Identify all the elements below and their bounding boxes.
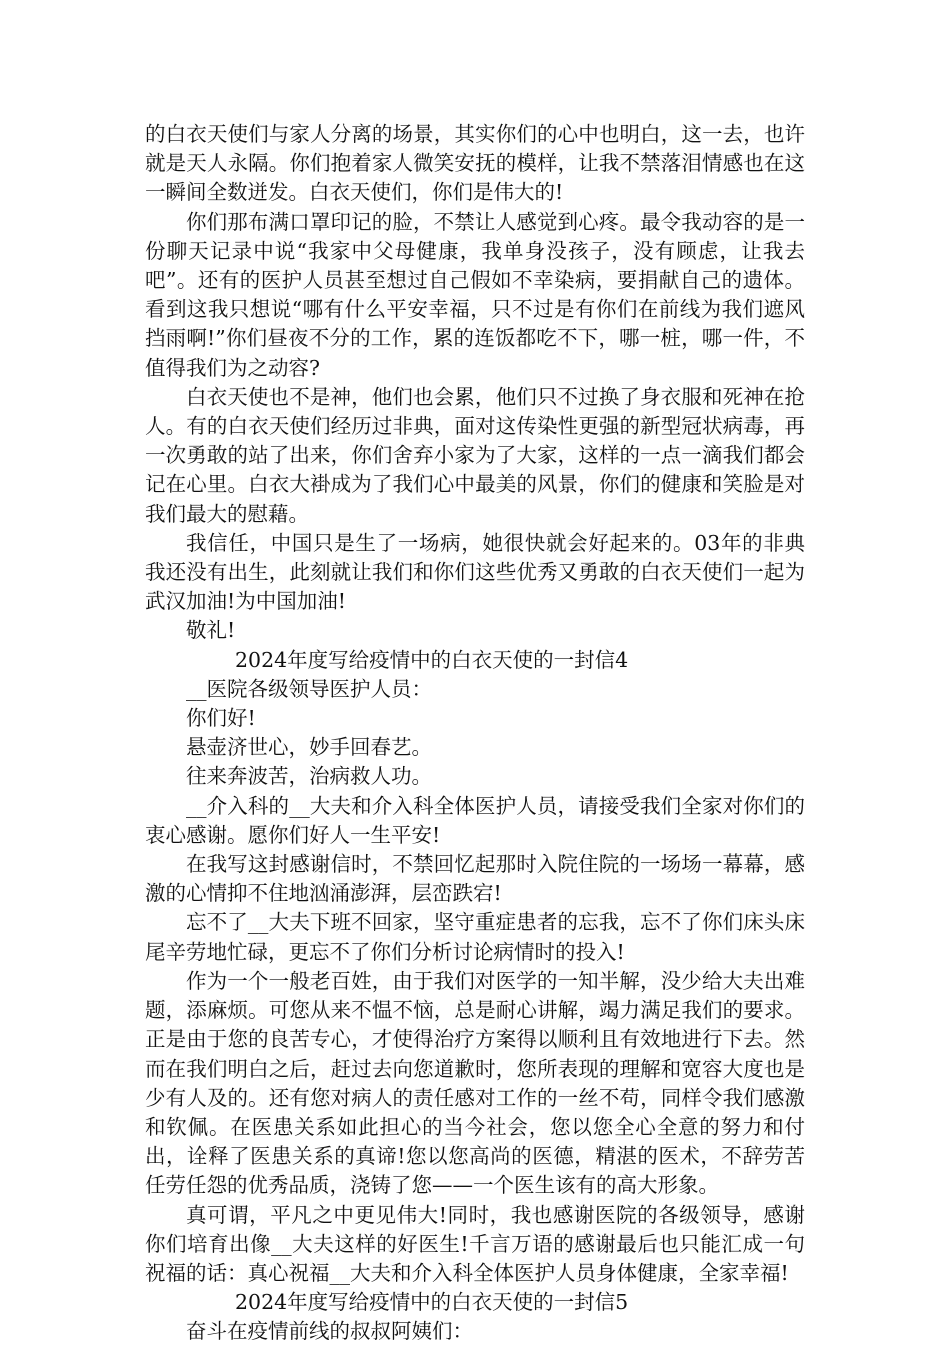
letter-5-salutation: 奋斗在疫情前线的叔叔阿姨们： <box>186 1319 473 1344</box>
document-page <box>145 120 805 1347</box>
letter-4-paragraph-2: 在我写这封感谢信时，不禁回忆起那时入院住院的一场场一幕幕，感激的心情抑不住地汹涌澎湃，层峦跌宕! <box>145 852 805 906</box>
letter-4-salutation: __医院各级领导医护人员： <box>186 676 432 701</box>
paragraph-1: 的白衣天使们与家人分离的场景，其实你们的心中也明白，这一去，也许就是天人永隔。你们抱着家人微笑安抚的模样，让我不禁落泪情感也在这一瞬间全数迸发。白衣天使们，你们是伟大的! <box>145 122 805 205</box>
paragraph-2: 你们那布满口罩印记的脸，不禁让人感觉到心疼。最令我动容的是一份聊天记录中说“我家中父母健康，我单身没孩子，没有顾虑，让我去吧”。还有的医护人员甚至想过自己假如不幸染病，要捐献自己的遗体。看到这我只想说“哪有什么平安幸福，只不过是有你们在前线为我们遮风挡雨啊!”你们昼夜不分的工作，累的连饭都吃不下，哪一桩，哪一件，不值得我们为之动容? <box>145 209 805 380</box>
letter-4-title: 2024年度写给疫情中的白衣天使的一封信4 <box>235 647 629 672</box>
letter-4-paragraph-4: 作为一个一般老百姓，由于我们对医学的一知半解，没少给大夫出难题，添麻烦。可您从来不愠不恼，总是耐心讲解，竭力满足我们的要求。正是由于您的良苦专心，才使得治疗方案得以顺利且有效地进行下去。然而在我们明白之后，赶过去向您道歉时，您所表现的理解和宽容大度也是少有人及的。还有您对病人的责任感对工作的一丝不苟，同样令我们感激和钦佩。在医患关系如此担心的当今社会，您以您全心全意的努力和付出，诠释了医患关系的真谛!您以您高尚的医德，精湛的医术，不辞劳苦任劳任怨的优秀品质，浇铸了您——一个医生该有的高大形象。 <box>145 968 805 1198</box>
letter-4-verse-1: 悬壶济世心，妙手回春艺。 <box>186 735 432 760</box>
letter-4-paragraph-3: 忘不了__大夫下班不回家，坚守重症患者的忘我，忘不了你们床头床尾辛劳地忙碌，更忘不了你们分析讨论病情时的投入! <box>145 910 805 964</box>
letter-5-title: 2024年度写给疫情中的白衣天使的一封信5 <box>235 1290 629 1315</box>
paragraph-3: 白衣天使也不是神，他们也会累，他们只不过换了身衣服和死神在抢人。有的白衣天使们经历过非典，面对这传染性更强的新型冠状病毒，再一次勇敢的站了出来，你们舍弃小家为了大家，这样的一点一滴我们都会记在心里。白衣大褂成为了我们心中最美的风景，你们的健康和笑脸是对我们最大的慰藉。 <box>145 384 805 526</box>
paragraph-4: 我信任，中国只是生了一场病，她很快就会好起来的。03年的非典我还没有出生，此刻就让我们和你们这些优秀又勇敢的白衣天使们一起为武汉加油!为中国加油! <box>145 530 805 614</box>
letter-4-paragraph-1: __介入科的__大夫和介入科全体医护人员，请接受我们全家对你们的衷心感谢。愿你们好人一生平安! <box>145 793 805 847</box>
letter-4-greeting: 你们好! <box>186 706 256 731</box>
letter-4-verse-2: 往来奔波苦，治病救人功。 <box>186 764 432 789</box>
letter-4-paragraph-5: 真可谓，平凡之中更见伟大!同时，我也感谢医院的各级领导，感谢你们培育出像__大夫这样的好医生!千言万语的感谢最后也只能汇成一句祝福的话：真心祝福__大夫和介入科全体医护人员身体健康，全家幸福! <box>145 1202 805 1285</box>
closing-salute: 敬礼! <box>186 618 236 643</box>
